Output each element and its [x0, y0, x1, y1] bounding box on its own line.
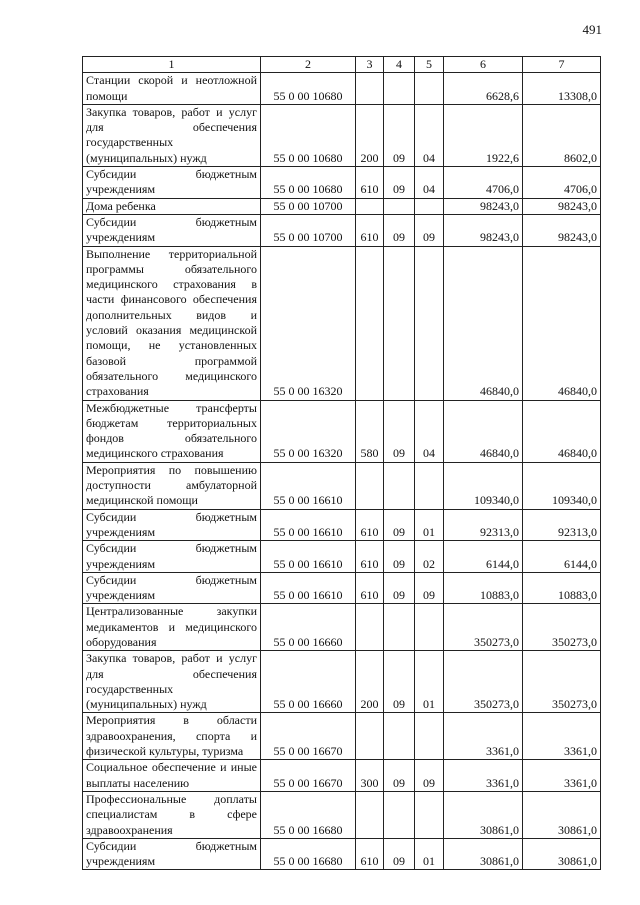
row-expense-type-cell: 610: [356, 838, 384, 870]
row-code-cell: 55 0 00 16610: [261, 541, 356, 573]
table-row: [83, 604, 601, 651]
row-amount-col6-cell: 3361,0: [444, 713, 523, 760]
row-subsection-cell: 09: [415, 214, 444, 246]
row-subsection-cell: 09: [415, 572, 444, 604]
table-row: [83, 838, 601, 870]
row-subsection-cell: [415, 73, 444, 105]
row-amount-col7-cell: 10883,0: [523, 572, 601, 604]
row-amount-col7-cell: 350273,0: [523, 651, 601, 713]
column-header: 6: [444, 57, 523, 73]
column-header: 5: [415, 57, 444, 73]
row-amount-col7-cell: 6144,0: [523, 541, 601, 573]
table-row: [83, 509, 601, 541]
row-subsection-cell: [415, 791, 444, 838]
row-expense-type-cell: 580: [356, 400, 384, 462]
row-expense-type-cell: 200: [356, 651, 384, 713]
row-code-cell: 55 0 00 16610: [261, 509, 356, 541]
row-section-cell: 09: [384, 104, 415, 166]
column-header: 4: [384, 57, 415, 73]
row-section-cell: [384, 462, 415, 509]
row-name-cell: Закупка товаров, работ и услуг для обеспечения государственных (муниципальных) нужд: [83, 104, 261, 166]
budget-table: [82, 56, 601, 870]
row-expense-type-cell: 300: [356, 760, 384, 792]
row-name-cell: Профессиональные доплаты специалистам в сфере здравоохранения: [83, 791, 261, 838]
row-subsection-cell: 01: [415, 651, 444, 713]
row-amount-col7-cell: 13308,0: [523, 73, 601, 105]
row-amount-col6-cell: 109340,0: [444, 462, 523, 509]
row-code-cell: 55 0 00 16610: [261, 572, 356, 604]
table-row: [83, 791, 601, 838]
row-subsection-cell: 04: [415, 167, 444, 199]
row-amount-col7-cell: 8602,0: [523, 104, 601, 166]
row-name-cell: Субсидии бюджетным учреждениям: [83, 214, 261, 246]
row-subsection-cell: [415, 713, 444, 760]
row-expense-type-cell: 610: [356, 541, 384, 573]
row-code-cell: 55 0 00 16680: [261, 838, 356, 870]
row-expense-type-cell: 610: [356, 509, 384, 541]
row-section-cell: 09: [384, 760, 415, 792]
row-code-cell: 55 0 00 16660: [261, 604, 356, 651]
row-amount-col6-cell: 30861,0: [444, 838, 523, 870]
row-subsection-cell: 01: [415, 509, 444, 541]
table-row: [83, 167, 601, 199]
row-section-cell: [384, 604, 415, 651]
row-code-cell: 55 0 00 16320: [261, 246, 356, 400]
row-section-cell: 09: [384, 167, 415, 199]
row-amount-col7-cell: 98243,0: [523, 214, 601, 246]
row-section-cell: 09: [384, 509, 415, 541]
row-amount-col7-cell: 98243,0: [523, 198, 601, 214]
row-subsection-cell: [415, 604, 444, 651]
row-code-cell: 55 0 00 16680: [261, 791, 356, 838]
row-code-cell: 55 0 00 16610: [261, 462, 356, 509]
row-amount-col6-cell: 10883,0: [444, 572, 523, 604]
row-section-cell: [384, 246, 415, 400]
row-section-cell: 09: [384, 214, 415, 246]
row-subsection-cell: 04: [415, 400, 444, 462]
row-expense-type-cell: 610: [356, 214, 384, 246]
row-code-cell: 55 0 00 16320: [261, 400, 356, 462]
row-name-cell: Социальное обеспечение и иные выплаты населению: [83, 760, 261, 792]
row-section-cell: [384, 791, 415, 838]
row-subsection-cell: [415, 198, 444, 214]
table-row: [83, 246, 601, 400]
row-amount-col7-cell: 46840,0: [523, 400, 601, 462]
row-name-cell: Мероприятия по повышению доступности амбулаторной медицинской помощи: [83, 462, 261, 509]
row-amount-col6-cell: 6628,6: [444, 73, 523, 105]
row-name-cell: Дома ребенка: [83, 198, 261, 214]
row-name-cell: Субсидии бюджетным учреждениям: [83, 572, 261, 604]
row-amount-col7-cell: 4706,0: [523, 167, 601, 199]
row-expense-type-cell: [356, 73, 384, 105]
row-amount-col6-cell: 98243,0: [444, 214, 523, 246]
row-code-cell: 55 0 00 10680: [261, 104, 356, 166]
row-amount-col6-cell: 350273,0: [444, 604, 523, 651]
column-number-row: [83, 57, 601, 73]
row-amount-col7-cell: 109340,0: [523, 462, 601, 509]
row-name-cell: Централизованные закупки медикаментов и медицинского оборудования: [83, 604, 261, 651]
row-subsection-cell: 01: [415, 838, 444, 870]
row-amount-col7-cell: 30861,0: [523, 791, 601, 838]
row-subsection-cell: [415, 246, 444, 400]
row-subsection-cell: 04: [415, 104, 444, 166]
row-code-cell: 55 0 00 10700: [261, 198, 356, 214]
row-code-cell: 55 0 00 16670: [261, 760, 356, 792]
row-section-cell: [384, 713, 415, 760]
row-name-cell: Субсидии бюджетным учреждениям: [83, 167, 261, 199]
table-row: [83, 541, 601, 573]
row-expense-type-cell: 610: [356, 572, 384, 604]
row-amount-col7-cell: 3361,0: [523, 760, 601, 792]
row-expense-type-cell: 610: [356, 167, 384, 199]
table-row: [83, 214, 601, 246]
row-code-cell: 55 0 00 16660: [261, 651, 356, 713]
row-amount-col6-cell: 46840,0: [444, 400, 523, 462]
table-row: [83, 651, 601, 713]
row-name-cell: Субсидии бюджетным учреждениям: [83, 541, 261, 573]
row-amount-col6-cell: 46840,0: [444, 246, 523, 400]
row-subsection-cell: 02: [415, 541, 444, 573]
column-header: 1: [83, 57, 261, 73]
column-header: 7: [523, 57, 601, 73]
row-amount-col6-cell: 92313,0: [444, 509, 523, 541]
row-amount-col6-cell: 98243,0: [444, 198, 523, 214]
row-name-cell: Мероприятия в области здравоохранения, спорта и физической культуры, туризма: [83, 713, 261, 760]
row-amount-col7-cell: 350273,0: [523, 604, 601, 651]
row-code-cell: 55 0 00 10680: [261, 167, 356, 199]
row-amount-col7-cell: 46840,0: [523, 246, 601, 400]
table-row: [83, 462, 601, 509]
row-amount-col6-cell: 30861,0: [444, 791, 523, 838]
column-header: 2: [261, 57, 356, 73]
row-expense-type-cell: [356, 604, 384, 651]
row-name-cell: Выполнение территориальной программы обязательного медицинского страхования в части финансового обеспечения дополнительных видов и условий оказания медицинской помощи, не установленных базовой программой обязательного медицинского страхования: [83, 246, 261, 400]
row-expense-type-cell: [356, 246, 384, 400]
column-header: 3: [356, 57, 384, 73]
row-amount-col6-cell: 3361,0: [444, 760, 523, 792]
row-section-cell: 09: [384, 838, 415, 870]
table-row: [83, 400, 601, 462]
table-row: [83, 198, 601, 214]
row-section-cell: 09: [384, 651, 415, 713]
row-code-cell: 55 0 00 10680: [261, 73, 356, 105]
row-amount-col6-cell: 4706,0: [444, 167, 523, 199]
row-code-cell: 55 0 00 16670: [261, 713, 356, 760]
row-name-cell: Субсидии бюджетным учреждениям: [83, 838, 261, 870]
row-subsection-cell: 09: [415, 760, 444, 792]
row-name-cell: Закупка товаров, работ и услуг для обеспечения государственных (муниципальных) нужд: [83, 651, 261, 713]
row-section-cell: 09: [384, 400, 415, 462]
row-subsection-cell: [415, 462, 444, 509]
row-amount-col6-cell: 350273,0: [444, 651, 523, 713]
table-row: [83, 760, 601, 792]
row-expense-type-cell: 200: [356, 104, 384, 166]
row-section-cell: 09: [384, 541, 415, 573]
row-amount-col7-cell: 92313,0: [523, 509, 601, 541]
table-row: [83, 73, 601, 105]
row-expense-type-cell: [356, 198, 384, 214]
row-name-cell: Станции скорой и неотложной помощи: [83, 73, 261, 105]
row-expense-type-cell: [356, 462, 384, 509]
row-amount-col7-cell: 30861,0: [523, 838, 601, 870]
row-section-cell: [384, 198, 415, 214]
table-row: [83, 572, 601, 604]
row-section-cell: [384, 73, 415, 105]
row-amount-col6-cell: 1922,6: [444, 104, 523, 166]
table-row: [83, 713, 601, 760]
row-name-cell: Межбюджетные трансферты бюджетам территориальных фондов обязательного медицинского страхования: [83, 400, 261, 462]
table-row: [83, 104, 601, 166]
row-code-cell: 55 0 00 10700: [261, 214, 356, 246]
row-amount-col7-cell: 3361,0: [523, 713, 601, 760]
page-number: 491: [582, 22, 602, 37]
row-section-cell: 09: [384, 572, 415, 604]
row-amount-col6-cell: 6144,0: [444, 541, 523, 573]
row-name-cell: Субсидии бюджетным учреждениям: [83, 509, 261, 541]
row-expense-type-cell: [356, 791, 384, 838]
row-expense-type-cell: [356, 713, 384, 760]
